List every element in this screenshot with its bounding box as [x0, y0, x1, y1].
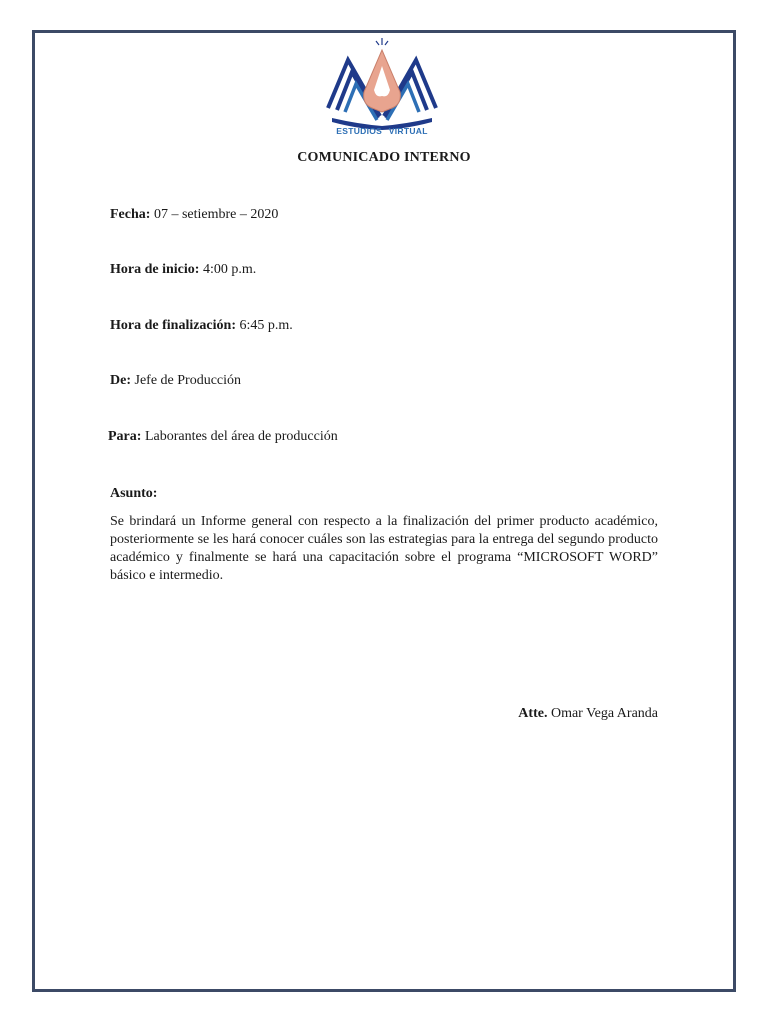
field-para-value: Laborantes del área de producción [144, 429, 338, 444]
field-de-label: De: [110, 373, 131, 388]
field-fecha [110, 207, 278, 223]
field-hora-fin-value: 6:45 p.m. [239, 318, 293, 333]
field-de [110, 373, 241, 389]
asunto-body: Se brindará un Informe general con respecto a la finalización del primer producto académico, posteriormente se les hará conocer cuáles son las estrategias para la entrega del segundo producto académico y finalmente se hará una capacitación sobre el programa “MICROSOFT WORD” básico e intermedio. [110, 514, 658, 583]
field-de-value: Jefe de Producción [134, 373, 242, 388]
field-hora-inicio-value: 4:00 p.m. [202, 262, 257, 277]
signature [518, 706, 658, 722]
logo-text: ESTUDIOS VIRTUAL [336, 126, 428, 136]
document-title: COMUNICADO INTERNO [297, 150, 471, 165]
page-border [32, 30, 736, 992]
field-para [108, 429, 338, 445]
field-hora-inicio-label: Hora de inicio: [110, 262, 200, 277]
estudios-virtual-logo [318, 36, 446, 142]
signature-name: Omar Vega Aranda [550, 706, 658, 721]
asunto-label: Asunto: [110, 486, 158, 501]
field-hora-fin-label: Hora de finalización: [110, 318, 236, 333]
field-hora-inicio [110, 262, 256, 278]
signature-label: Atte. [518, 706, 548, 721]
field-fecha-value: 07 – setiembre – 2020 [153, 207, 279, 222]
field-hora-fin [110, 318, 293, 334]
field-para-label: Para: [108, 429, 142, 444]
field-fecha-label: Fecha: [110, 207, 151, 222]
